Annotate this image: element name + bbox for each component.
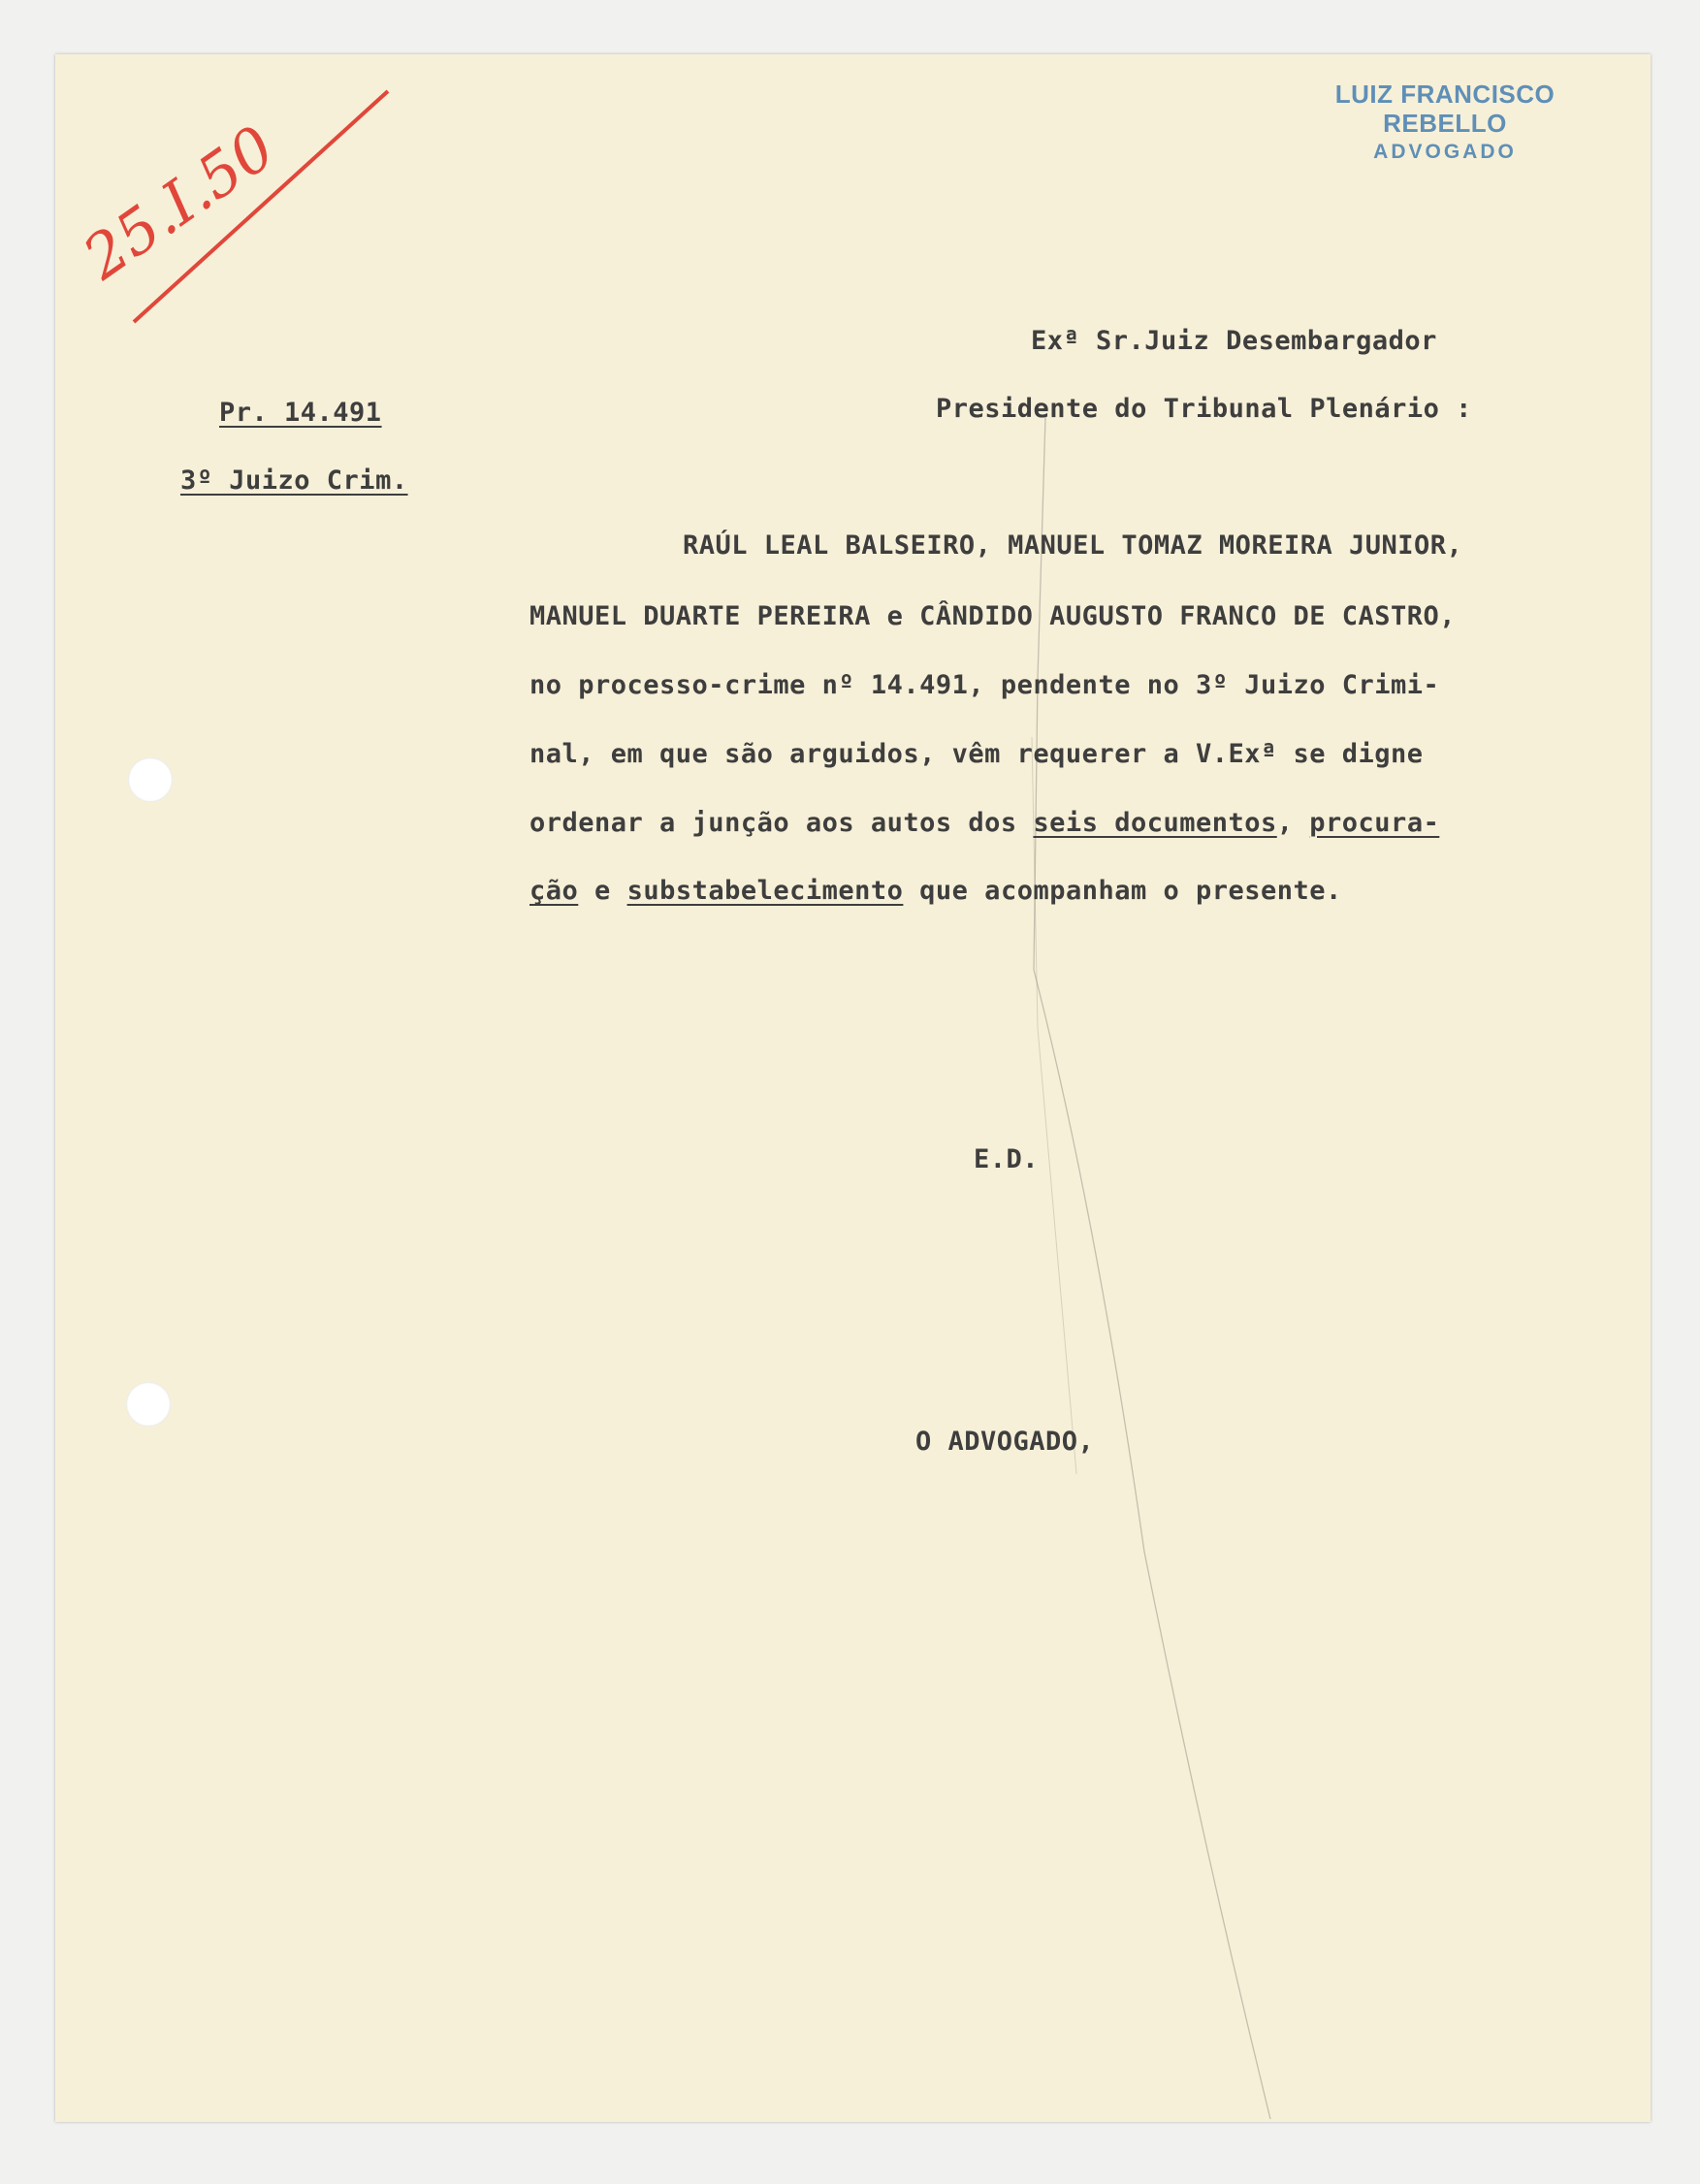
body-line-2: MANUEL DUARTE PEREIRA e CÂNDIDO AUGUSTO FRANCO DE CASTRO, — [529, 601, 1457, 631]
body-line-6-text: que acompanham o presente. — [903, 876, 1342, 906]
body-line-6 — [529, 876, 1342, 906]
body-line-6-connector: e — [578, 876, 627, 906]
underlined-substabelecimento: substabelecimento — [626, 876, 904, 906]
addressee-line-1: Exª Sr.Juiz Desembargador — [1031, 326, 1437, 356]
underlined-procuracao-end: ção — [529, 876, 579, 906]
body-line-3: no processo-crime nº 14.491, pendente no 3º Juizo Crimi- — [529, 670, 1440, 700]
body-line-5 — [529, 808, 1439, 838]
body-line-5-text: ordenar a junção aos autos dos — [529, 808, 1034, 838]
signature-line: O ADVOGADO, — [915, 1427, 1095, 1457]
closing-ed: E.D. — [974, 1144, 1040, 1174]
handwritten-date-text: 25.I.50 — [70, 112, 288, 294]
process-number: Pr. 14.491 — [219, 398, 382, 428]
handwritten-date-note — [70, 68, 407, 339]
court-reference: 3º Juizo Crim. — [180, 466, 408, 496]
stamp-name: LUIZ FRANCISCO REBELLO — [1334, 80, 1556, 138]
body-line-4: nal, em que são arguidos, vêm requerer a V.Exª se digne — [529, 739, 1424, 769]
body-line-5-separator: , — [1276, 808, 1310, 838]
body-line-1: RAÚL LEAL BALSEIRO, MANUEL TOMAZ MOREIRA JUNIOR, — [683, 530, 1463, 561]
punch-hole-lower — [126, 1382, 171, 1427]
punch-hole-upper — [128, 757, 173, 802]
addressee-line-2: Presidente do Tribunal Plenário : — [936, 394, 1472, 424]
underlined-documents: seis documentos — [1033, 808, 1277, 838]
lawyer-stamp — [1270, 80, 1620, 167]
stamp-title: ADVOGADO — [1373, 141, 1517, 163]
underlined-procuracao-start: procura- — [1309, 808, 1440, 838]
